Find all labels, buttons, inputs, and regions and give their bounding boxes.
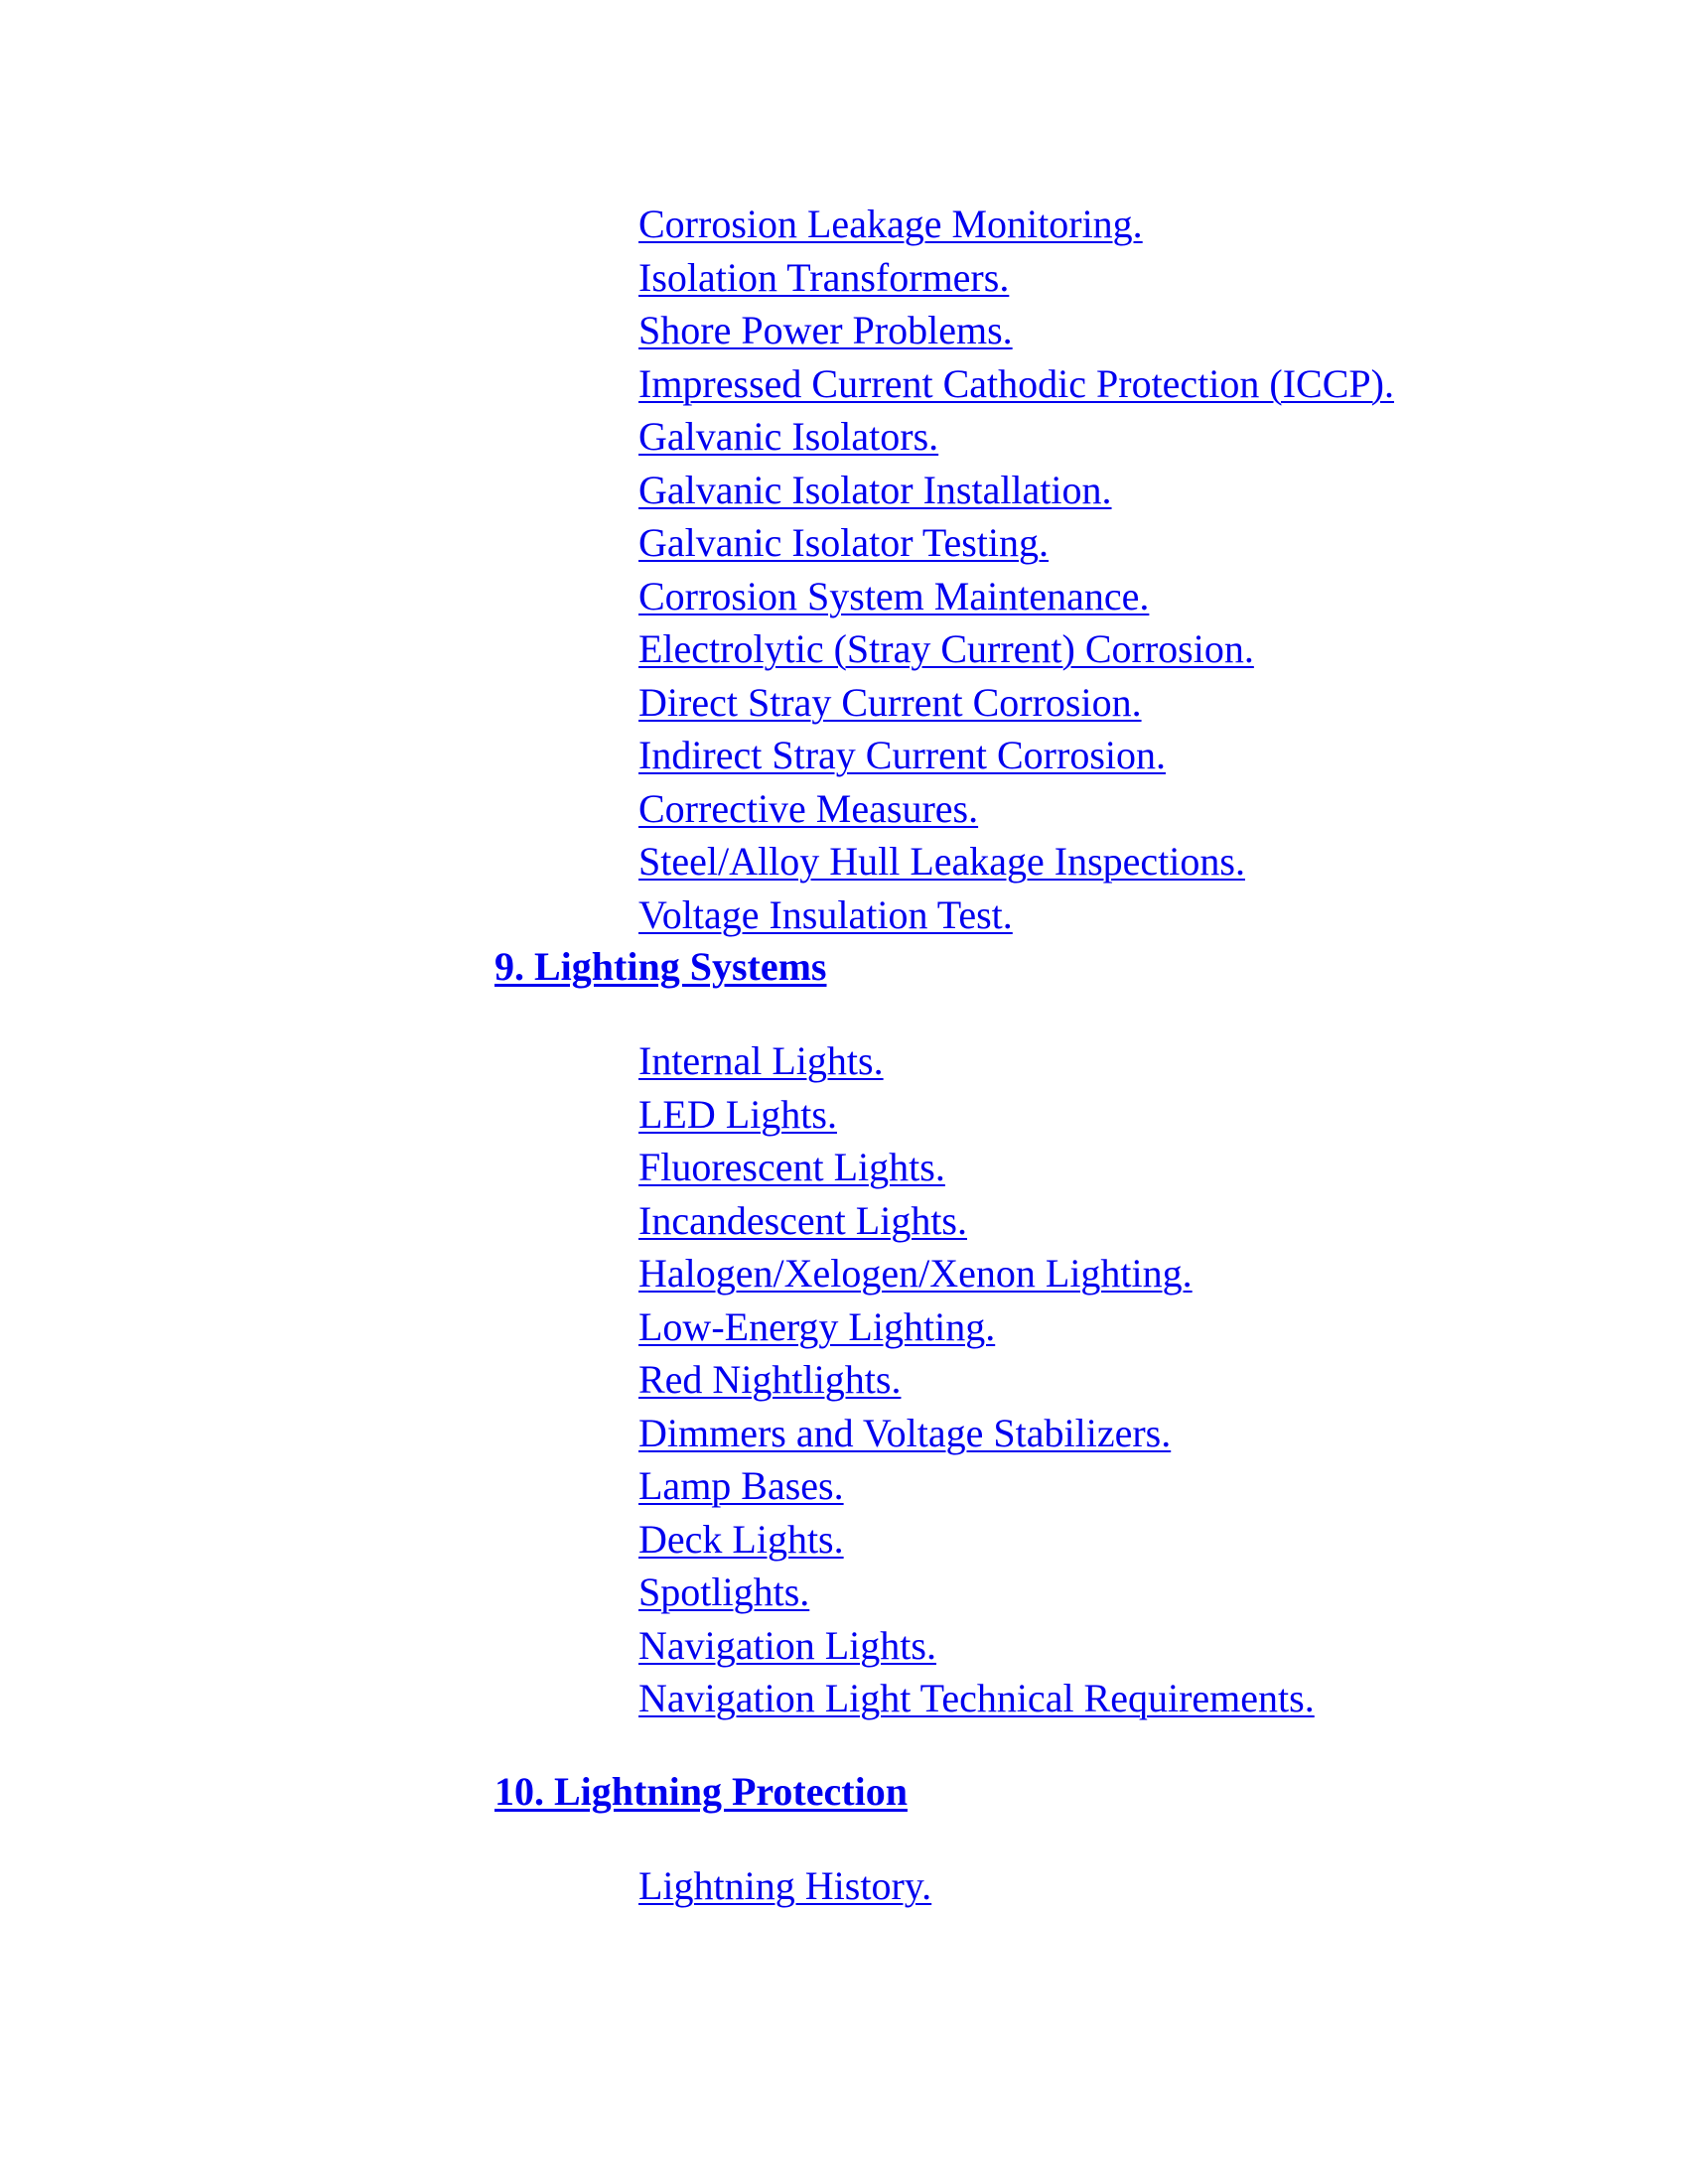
list-item	[638, 304, 1394, 357]
toc-link-red-nightlights[interactable]: Red Nightlights.	[638, 1357, 902, 1402]
list-item	[638, 835, 1394, 888]
toc-link-lightning-history[interactable]: Lightning History.	[638, 1863, 932, 1908]
list-item	[638, 251, 1394, 305]
list-item	[638, 1088, 1315, 1142]
list-item	[638, 1247, 1315, 1300]
toc-link-galvanic-isolators[interactable]: Galvanic Isolators.	[638, 414, 939, 459]
toc-link-indirect-stray-current[interactable]: Indirect Stray Current Corrosion.	[638, 733, 1166, 777]
toc-link-hull-leakage-inspections[interactable]: Steel/Alloy Hull Leakage Inspections.	[638, 839, 1245, 884]
toc-link-led-lights[interactable]: LED Lights.	[638, 1091, 837, 1137]
toc-link-low-energy-lighting[interactable]: Low-Energy Lighting.	[638, 1303, 996, 1349]
list-item	[638, 410, 1394, 464]
toc-link-shore-power-problems[interactable]: Shore Power Problems.	[638, 308, 1013, 352]
list-item	[638, 1619, 1315, 1673]
list-item	[638, 357, 1394, 411]
list-item	[638, 1459, 1315, 1513]
list-item	[638, 570, 1394, 623]
list-item	[638, 729, 1394, 782]
list-item	[638, 1034, 1315, 1088]
toc-link-navigation-light-requirements[interactable]: Navigation Light Technical Requirements.	[638, 1676, 1315, 1720]
lighting-subtopic-list	[638, 1034, 1315, 1725]
list-item	[638, 1566, 1315, 1619]
list-item	[638, 516, 1394, 570]
list-item	[638, 1407, 1315, 1460]
list-item	[638, 1194, 1315, 1248]
list-item	[638, 1672, 1315, 1725]
list-item	[638, 1141, 1315, 1194]
section-heading-lightning-protection[interactable]: 10. Lightning Protection	[494, 1769, 908, 1814]
toc-link-navigation-lights[interactable]: Navigation Lights.	[638, 1622, 936, 1668]
toc-link-spotlights[interactable]: Spotlights.	[638, 1570, 810, 1614]
lightning-subtopic-list	[638, 1859, 931, 1913]
list-item	[638, 676, 1394, 730]
toc-link-corrective-measures[interactable]: Corrective Measures.	[638, 785, 979, 831]
toc-link-halogen-xenon-lighting[interactable]: Halogen/Xelogen/Xenon Lighting.	[638, 1251, 1193, 1296]
toc-link-isolation-transformers[interactable]: Isolation Transformers.	[638, 254, 1010, 300]
list-item	[638, 1353, 1315, 1407]
toc-link-fluorescent-lights[interactable]: Fluorescent Lights.	[638, 1145, 945, 1189]
toc-link-internal-lights[interactable]: Internal Lights.	[638, 1038, 884, 1083]
section-heading-lighting-systems[interactable]: 9. Lighting Systems	[494, 944, 827, 989]
list-item	[638, 622, 1394, 676]
list-item	[638, 464, 1394, 517]
toc-link-lamp-bases[interactable]: Lamp Bases.	[638, 1463, 844, 1508]
list-item	[638, 888, 1394, 942]
toc-link-deck-lights[interactable]: Deck Lights.	[638, 1516, 844, 1562]
list-item	[638, 1513, 1315, 1567]
toc-link-electrolytic-corrosion[interactable]: Electrolytic (Stray Current) Corrosion.	[638, 626, 1254, 671]
toc-link-galvanic-isolator-installation[interactable]: Galvanic Isolator Installation.	[638, 467, 1112, 512]
toc-link-corrosion-system-maintenance[interactable]: Corrosion System Maintenance.	[638, 573, 1150, 618]
toc-link-iccp[interactable]: Impressed Current Cathodic Protection (ICCP).	[638, 360, 1394, 406]
corrosion-subtopic-list	[638, 198, 1394, 941]
list-item	[638, 782, 1394, 836]
toc-link-incandescent-lights[interactable]: Incandescent Lights.	[638, 1197, 967, 1243]
list-item	[638, 198, 1394, 251]
list-item	[638, 1300, 1315, 1354]
toc-link-dimmers-stabilizers[interactable]: Dimmers and Voltage Stabilizers.	[638, 1410, 1172, 1455]
toc-link-corrosion-leakage-monitoring[interactable]: Corrosion Leakage Monitoring.	[638, 202, 1143, 246]
toc-link-direct-stray-current[interactable]: Direct Stray Current Corrosion.	[638, 679, 1142, 725]
toc-link-galvanic-isolator-testing[interactable]: Galvanic Isolator Testing.	[638, 520, 1050, 565]
list-item	[638, 1859, 931, 1913]
toc-link-voltage-insulation-test[interactable]: Voltage Insulation Test.	[638, 891, 1013, 937]
